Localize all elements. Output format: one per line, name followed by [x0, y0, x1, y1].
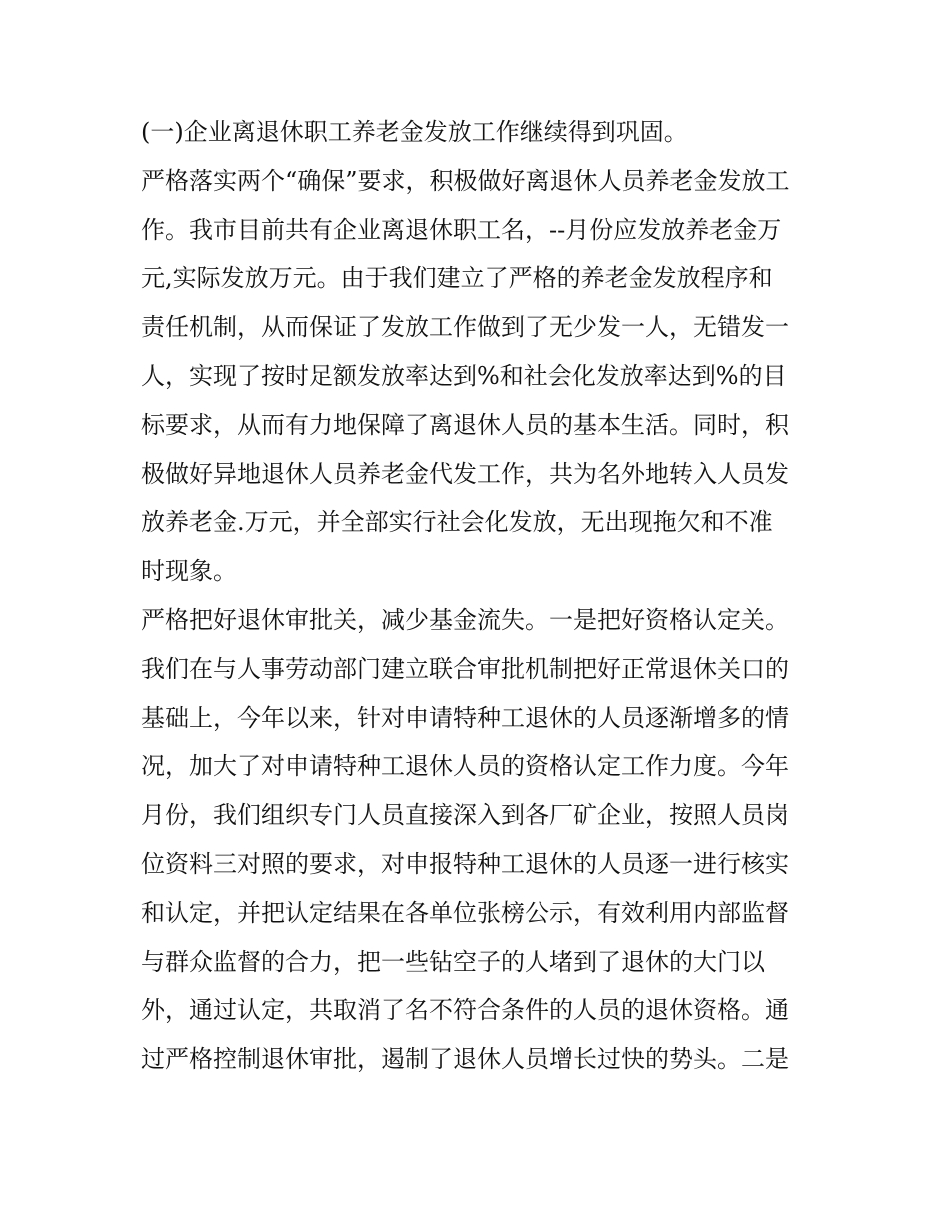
text-line: 严格落实两个“确保”要求，积极做好离退休人员养老金发放工	[141, 166, 790, 195]
text-line: 月份，我们组织专门人员直接深入到各厂矿企业，按照人员岗	[141, 801, 789, 830]
text-line: 严格把好退休审批关，减少基金流失。一是把好资格认定关。	[141, 605, 789, 634]
text-line: 和认定，并把认定结果在各单位张榜公示，有效利用内部监督	[141, 898, 789, 927]
text-line: 过严格控制退休审批，遏制了退休人员增长过快的势头。二是	[141, 1045, 789, 1074]
body-text	[141, 108, 821, 1084]
text-line: 人，实现了按时足额发放率达到%和社会化发放率达到%的目	[141, 361, 787, 390]
text-line: 外，通过认定，共取消了名不符合条件的人员的退休资格。通	[141, 996, 789, 1025]
text-line-heading: (一)企业离退休职工养老金发放工作继续得到巩固。	[141, 118, 688, 146]
text-line: 基础上，今年以来，针对申请特种工退休的人员逐渐增多的情	[141, 703, 789, 732]
text-line: 责任机制，从而保证了发放工作做到了无少发一人，无错发一	[141, 313, 789, 342]
text-line: 时现象。	[141, 557, 237, 586]
text-line: 放养老金.万元，并全部实行社会化发放，无出现拖欠和不准	[141, 508, 773, 537]
text-line: 作。我市目前共有企业离退休职工名，--月份应发放养老金万	[141, 215, 782, 244]
text-line: 极做好异地退休人员养老金代发工作，共为名外地转入人员发	[141, 459, 789, 488]
text-line: 况，加大了对申请特种工退休人员的资格认定工作力度。今年	[141, 752, 789, 781]
text-line: 标要求，从而有力地保障了离退休人员的基本生活。同时，积	[141, 410, 789, 439]
text-line: 与群众监督的合力，把一些钻空子的人堵到了退休的大门以	[141, 947, 765, 976]
text-line: 元,实际发放万元。由于我们建立了严格的养老金发放程序和	[141, 264, 773, 293]
text-line: 我们在与人事劳动部门建立联合审批机制把好正常退休关口的	[141, 654, 789, 683]
text-line: 位资料三对照的要求，对申报特种工退休的人员逐一进行核实	[141, 849, 789, 878]
